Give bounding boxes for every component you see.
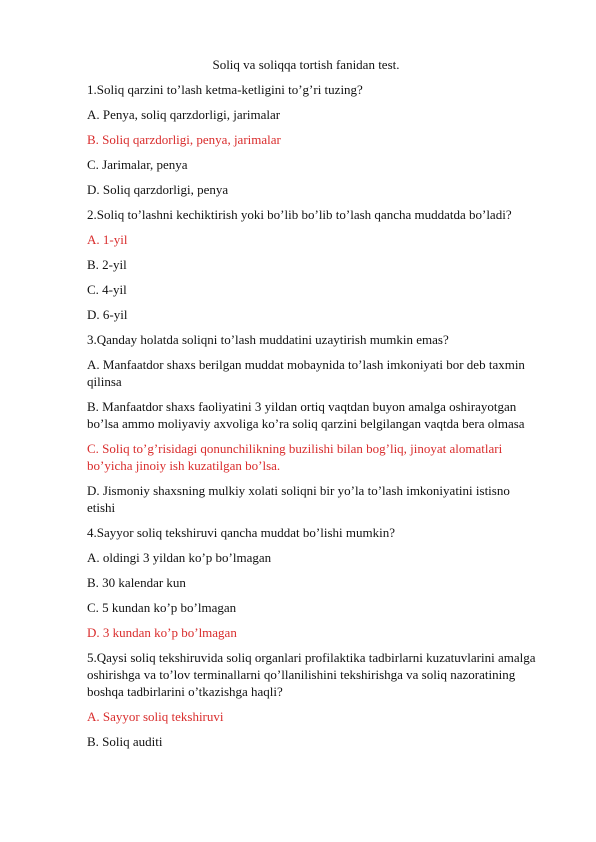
answer-option-correct: C. Soliq to’g’risidagi qonunchilikning buzilishi bilan bog’liq, jinoyat alomatlari bo’yicha jinoiy ish kuzatilgan bo’lsa. [87, 441, 503, 473]
question-text: 1.Soliq qarzini to’lash ketma-ketligini to’g’ri tuzing? [87, 82, 363, 97]
answer-option: B. 30 kalendar kun [87, 575, 186, 590]
answer-option-correct: A. Sayyor soliq tekshiruvi [87, 709, 224, 724]
answer-option: C. Jarimalar, penya [87, 157, 188, 172]
answer-option: D. 6-yil [87, 307, 128, 322]
question-text: 4.Sayyor soliq tekshiruvi qancha muddat bo’lishi mumkin? [87, 525, 395, 540]
answer-option: A. Manfaatdor shaxs berilgan muddat mobaynida to’lash imkoniyati bor deb taxmin qilinsa [87, 357, 525, 389]
test-content [87, 81, 537, 758]
answer-option: A. oldingi 3 yildan ko’p bo’lmagan [87, 550, 272, 565]
answer-option: B. Soliq auditi [87, 734, 163, 749]
question-text: 2.Soliq to’lashni kechiktirish yoki bo’lib bo’lib to’lash qancha muddatda bo’ladi? [87, 207, 512, 222]
answer-option: B. Manfaatdor shaxs faoliyatini 3 yildan ortiq vaqtdan buyon amalga oshirayotgan bo’lsa ammo moliyaviy axvoliga ko’ra soliq qarzini belgilangan vaqtda bera olmasa [87, 399, 525, 431]
answer-option: D. Jismoniy shaxsning mulkiy xolati soliqni bir yo’la to’lash imkoniyatini istisno etishi [87, 483, 510, 515]
answer-option: C. 4-yil [87, 282, 127, 297]
answer-option-correct: D. 3 kundan ko’p bo’lmagan [87, 625, 237, 640]
answer-option: A. Penya, soliq qarzdorligi, jarimalar [87, 107, 281, 122]
answer-option-correct: B. Soliq qarzdorligi, penya, jarimalar [87, 132, 281, 147]
answer-option: C. 5 kundan ko’p bo’lmagan [87, 600, 237, 615]
question-text: 5.Qaysi soliq tekshiruvida soliq organlari profilaktika tadbirlarni kuzatuvlarini amalga oshirishga va to’lov terminallarni qo’llanilishini tekshirishga va soliq nazoratining boshqa tadbirlarini o’tkazishga haqli? [87, 650, 536, 699]
document-title: Soliq va soliqqa tortish fanidan test. [212, 57, 400, 72]
question-text: 3.Qanday holatda soliqni to’lash muddatini uzaytirish mumkin emas? [87, 332, 449, 347]
answer-option-correct: A. 1-yil [87, 232, 128, 247]
answer-option: D. Soliq qarzdorligi, penya [87, 182, 229, 197]
answer-option: B. 2-yil [87, 257, 127, 272]
